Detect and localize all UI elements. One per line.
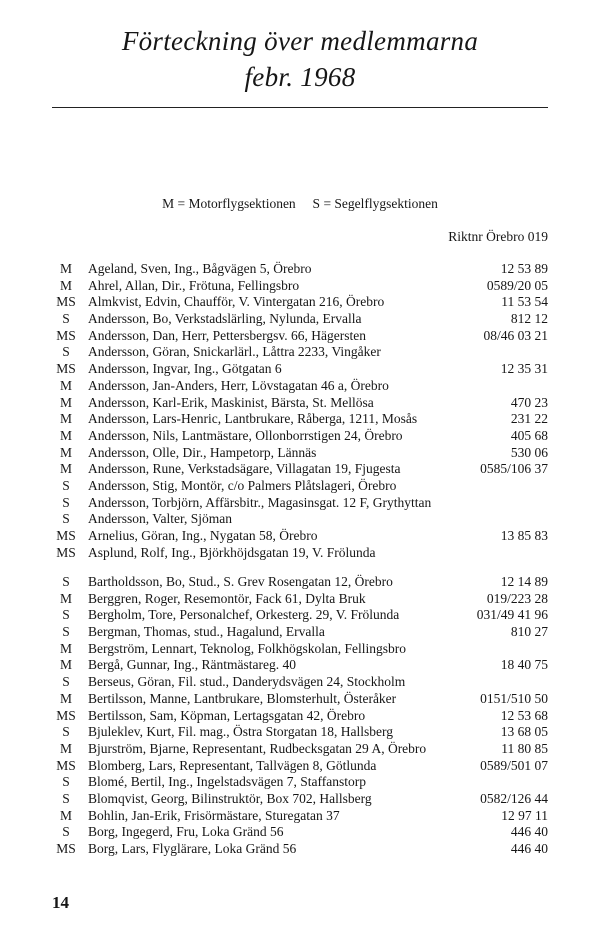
section-legend: M = Motorflygsektionen S = Segelflygsektionen [162,196,438,211]
section-code: M [59,740,72,756]
phone-number: 812 12 [510,311,548,327]
member-row [0,445,600,462]
phone-number: 0589/20 05 [486,277,548,293]
section-code: M [59,461,72,477]
member-entry: Bergman, Thomas, stud., Hagalund, Ervalla [88,624,325,640]
member-row [0,607,600,624]
member-entry: Asplund, Rolf, Ing., Björkhöjdsgatan 19, V. Frölunda [88,544,376,560]
section-code: S [62,624,70,640]
member-row [0,691,600,708]
phone-number: 18 40 75 [500,657,548,673]
member-row [0,791,600,808]
member-row [0,657,600,674]
section-code: S [62,790,70,806]
member-row [0,724,600,741]
section-code: MS [56,361,76,377]
section-code: MS [56,707,76,723]
section-code: M [59,427,72,443]
member-entry: Bohlin, Jan-Erik, Frisörmästare, Sturegatan 37 [88,807,340,823]
member-row [0,261,600,278]
member-entry: Blomberg, Lars, Representant, Tallvägen 8, Götlunda [88,757,377,773]
section-code: MS [56,327,76,343]
member-entry: Blomé, Bertil, Ing., Ingelstadsvägen 7, Staffanstorp [88,774,366,790]
member-row [0,378,600,395]
phone-number: 12 53 89 [500,261,548,276]
document-title: Förteckning över medlemmarna [121,26,479,56]
member-entry: Andersson, Lars-Henric, Lantbrukare, Råberga, 1211, Mosås [88,411,418,427]
member-row [0,511,600,528]
member-row [0,278,600,295]
member-row [0,708,600,725]
section-code: M [59,377,72,393]
phone-number: 446 40 [510,841,548,856]
section-code: S [62,674,70,690]
member-row [0,808,600,825]
phone-number: 0589/501 07 [480,757,548,773]
member-entry: Bjurström, Bjarne, Representant, Rudbecksgatan 29 A, Örebro [88,740,427,756]
member-entry: Bartholdsson, Bo, Stud., S. Grev Rosengatan 12, Örebro [88,574,393,589]
phone-number: 530 06 [510,444,548,460]
member-entry: Andersson, Nils, Lantmästare, Ollonborrstigen 24, Örebro [88,427,403,443]
section-code: M [59,807,72,823]
phone-number: 12 97 11 [501,807,548,823]
member-entry: Bergholm, Tore, Personalchef, Orkesterg. 29, V. Frölunda [88,607,400,623]
member-row [0,294,600,311]
section-code: S [62,477,70,493]
member-row [0,824,600,841]
phone-number: 0151/510 50 [480,690,548,706]
section-code: M [59,411,72,427]
member-entry: Borg, Ingegerd, Fru, Loka Gränd 56 [88,824,284,840]
member-row [0,395,600,412]
member-entry: Andersson, Göran, Snickarlärl., Låttra 2233, Vingåker [88,344,381,360]
phone-number: 11 53 54 [501,294,548,310]
member-row [0,411,600,428]
member-row [0,741,600,758]
phone-number: 12 53 68 [500,707,548,723]
section-code: S [62,344,70,360]
section-code: MS [56,757,76,773]
member-entry: Bertilsson, Sam, Köpman, Lertagsgatan 42, Örebro [88,707,366,723]
member-entry: Andersson, Ingvar, Ing., Götgatan 6 [88,361,282,377]
member-entry: Ahrel, Allan, Dir., Frötuna, Fellingsbro [88,277,300,293]
member-row [0,591,600,608]
member-row [0,328,600,345]
member-entry: Andersson, Olle, Dir., Hampetorp, Lännäs [88,444,317,460]
member-row [0,641,600,658]
section-code: S [62,774,70,790]
member-row [0,311,600,328]
member-row [0,841,600,858]
section-code: M [59,590,72,606]
member-entry: Bergström, Lennart, Teknolog, Folkhögskolan, Fellingsbro [88,640,407,656]
member-list-b [0,574,600,858]
section-code: S [62,511,70,527]
member-entry: Ageland, Sven, Ing., Bågvägen 5, Örebro [88,261,312,276]
member-entry: Bertilsson, Manne, Lantbrukare, Blomsterhult, Österåker [88,690,397,706]
member-entry: Andersson, Jan-Anders, Herr, Lövstagatan 46 a, Örebro [88,377,389,393]
section-code: M [59,444,72,460]
member-entry: Andersson, Stig, Montör, c/o Palmers Plåtslageri, Örebro [88,477,397,493]
phone-number: 12 35 31 [500,361,548,377]
phone-number: 0582/126 44 [480,790,548,806]
section-code: M [59,277,72,293]
phone-number: 12 14 89 [500,574,548,589]
member-row [0,774,600,791]
phone-number: 810 27 [510,624,548,640]
phone-number: 0585/106 37 [480,461,548,477]
section-code: MS [56,841,76,856]
phone-number: 231 22 [510,411,548,427]
member-entry: Blomqvist, Georg, Bilinstruktör, Box 702, Hallsberg [88,790,372,806]
member-entry: Andersson, Karl-Erik, Maskinist, Bärsta, St. Mellösa [88,394,374,410]
page-number: 14 [52,893,69,912]
member-entry: Almkvist, Edvin, Chaufför, V. Vintergatan 216, Örebro [88,294,385,310]
member-list-a [0,261,600,561]
title-divider [52,107,548,108]
member-row [0,428,600,445]
section-code: S [62,311,70,327]
document-date: febr. 1968 [244,62,356,92]
member-entry: Berggren, Roger, Resemontör, Fack 61, Dylta Bruk [88,590,366,606]
phone-number: 470 23 [510,394,548,410]
section-code: MS [56,294,76,310]
section-code: M [59,261,72,276]
member-row [0,674,600,691]
phone-number: 13 85 83 [500,528,548,543]
member-row [0,528,600,545]
section-code: MS [56,544,76,560]
section-code: S [62,574,70,589]
area-code-note: Riktnr Örebro 019 [448,229,548,244]
phone-number: 031/49 41 96 [476,607,548,623]
member-entry: Bjuleklev, Kurt, Fil. mag., Östra Storgatan 18, Hallsberg [88,724,393,740]
member-entry: Berseus, Göran, Fil. stud., Danderydsvägen 24, Stockholm [88,674,406,690]
member-entry: Andersson, Rune, Verkstadsägare, Villagatan 19, Fjugesta [88,461,401,477]
section-code: M [59,690,72,706]
member-row [0,758,600,775]
phone-number: 08/46 03 21 [483,327,548,343]
member-row [0,461,600,478]
section-code: S [62,724,70,740]
phone-number: 13 68 05 [500,724,548,740]
phone-number: 405 68 [510,427,548,443]
member-entry: Andersson, Torbjörn, Affärsbitr., Magasinsgat. 12 F, Grythyttan [88,494,432,510]
member-row [0,574,600,591]
phone-number: 11 80 85 [501,740,548,756]
member-row [0,624,600,641]
member-entry: Arnelius, Göran, Ing., Nygatan 58, Örebro [88,528,318,543]
section-code: M [59,657,72,673]
section-code: M [59,394,72,410]
section-code: MS [56,528,76,543]
member-row [0,361,600,378]
member-entry: Andersson, Valter, Sjöman [88,511,232,527]
member-entry: Borg, Lars, Flyglärare, Loka Gränd 56 [88,841,297,856]
phone-number: 019/223 28 [486,590,548,606]
member-entry: Bergå, Gunnar, Ing., Räntmästareg. 40 [88,657,297,673]
section-code: S [62,494,70,510]
member-row [0,344,600,361]
section-code: S [62,607,70,623]
member-entry: Andersson, Bo, Verkstadslärling, Nylunda, Ervalla [88,311,362,327]
member-row [0,495,600,512]
member-entry: Andersson, Dan, Herr, Pettersbergsv. 66, Hägersten [88,327,367,343]
section-code: M [59,640,72,656]
section-code: S [62,824,70,840]
member-row [0,478,600,495]
member-row [0,545,600,562]
phone-number: 446 40 [510,824,548,840]
